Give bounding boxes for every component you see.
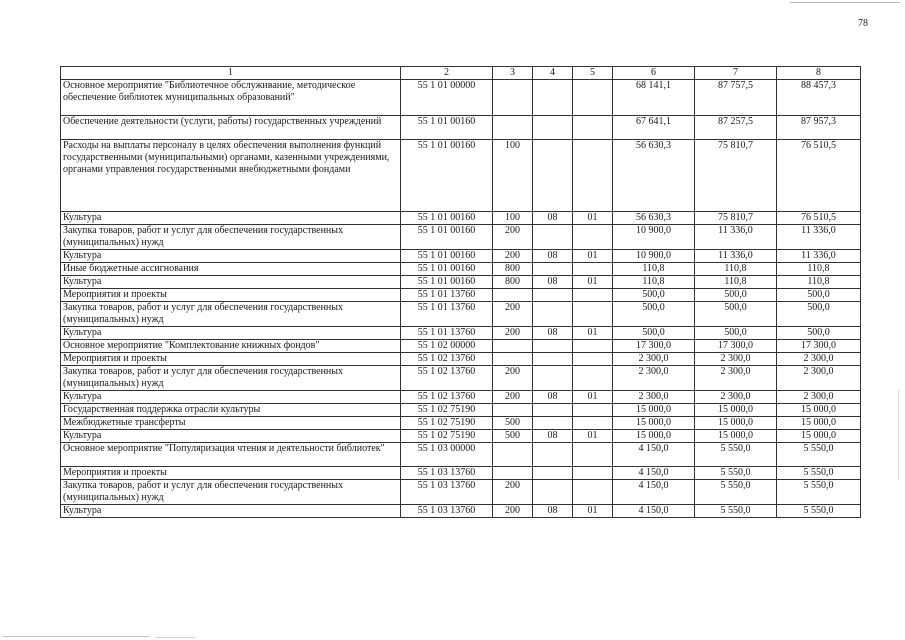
row-expense-type: 500 <box>493 417 533 430</box>
row-name: Основное мероприятие "Библиотечное обслуживание, методическое обеспечение библиотек муниципальных образований" <box>61 80 401 116</box>
row-expense-type: 500 <box>493 430 533 443</box>
row-amount-3: 76 510,5 <box>777 212 861 225</box>
page-number: 78 <box>858 18 868 29</box>
col-header-7: 7 <box>695 67 777 80</box>
row-name: Культура <box>61 212 401 225</box>
row-name: Закупка товаров, работ и услуг для обеспечения государственных (муниципальных) нужд <box>61 302 401 327</box>
col-header-5: 5 <box>573 67 613 80</box>
row-expense-type: 200 <box>493 302 533 327</box>
row-amount-1: 2 300,0 <box>613 366 695 391</box>
row-amount-2: 2 300,0 <box>695 353 777 366</box>
row-section <box>533 340 573 353</box>
row-subsection: 01 <box>573 430 613 443</box>
row-expense-type: 200 <box>493 391 533 404</box>
row-amount-2: 5 550,0 <box>695 505 777 518</box>
row-code: 55 1 02 75190 <box>401 404 493 417</box>
row-name: Межбюджетные трансферты <box>61 417 401 430</box>
row-amount-3: 76 510,5 <box>777 140 861 212</box>
row-section: 08 <box>533 327 573 340</box>
row-section: 08 <box>533 505 573 518</box>
row-section <box>533 417 573 430</box>
row-name: Культура <box>61 391 401 404</box>
row-name: Основное мероприятие "Популяризация чтения и деятельности библиотек" <box>61 443 401 467</box>
row-amount-1: 110,8 <box>613 263 695 276</box>
row-amount-1: 2 300,0 <box>613 391 695 404</box>
row-code: 55 1 01 00160 <box>401 276 493 289</box>
row-code: 55 1 01 00160 <box>401 212 493 225</box>
table-row <box>61 212 861 225</box>
row-amount-3: 5 550,0 <box>777 467 861 480</box>
row-expense-type <box>493 80 533 116</box>
row-name: Закупка товаров, работ и услуг для обеспечения государственных (муниципальных) нужд <box>61 366 401 391</box>
row-amount-1: 68 141,1 <box>613 80 695 116</box>
table-row <box>61 366 861 391</box>
row-expense-type <box>493 353 533 366</box>
row-name: Культура <box>61 250 401 263</box>
row-amount-1: 500,0 <box>613 289 695 302</box>
table-row <box>61 505 861 518</box>
row-amount-2: 11 336,0 <box>695 250 777 263</box>
row-section <box>533 289 573 302</box>
row-code: 55 1 01 00000 <box>401 80 493 116</box>
row-amount-1: 17 300,0 <box>613 340 695 353</box>
row-amount-3: 110,8 <box>777 276 861 289</box>
row-name: Государственная поддержка отрасли культуры <box>61 404 401 417</box>
row-code: 55 1 02 13760 <box>401 353 493 366</box>
row-amount-2: 2 300,0 <box>695 366 777 391</box>
table-row <box>61 263 861 276</box>
row-amount-1: 56 630,3 <box>613 140 695 212</box>
row-amount-2: 17 300,0 <box>695 340 777 353</box>
row-subsection <box>573 116 613 140</box>
row-section <box>533 80 573 116</box>
row-name: Закупка товаров, работ и услуг для обеспечения государственных (муниципальных) нужд <box>61 225 401 250</box>
row-section <box>533 480 573 505</box>
row-code: 55 1 01 13760 <box>401 327 493 340</box>
row-amount-3: 11 336,0 <box>777 225 861 250</box>
row-name: Мероприятия и проекты <box>61 289 401 302</box>
row-amount-3: 17 300,0 <box>777 340 861 353</box>
budget-table <box>60 66 861 518</box>
row-expense-type: 200 <box>493 250 533 263</box>
table-body <box>61 67 861 518</box>
table-row <box>61 417 861 430</box>
row-code: 55 1 03 00000 <box>401 443 493 467</box>
col-header-4: 4 <box>533 67 573 80</box>
row-subsection <box>573 467 613 480</box>
table-row <box>61 467 861 480</box>
row-amount-2: 87 257,5 <box>695 116 777 140</box>
row-code: 55 1 01 13760 <box>401 289 493 302</box>
row-amount-1: 4 150,0 <box>613 467 695 480</box>
row-amount-3: 87 957,3 <box>777 116 861 140</box>
row-name: Иные бюджетные ассигнования <box>61 263 401 276</box>
row-subsection: 01 <box>573 327 613 340</box>
row-expense-type <box>493 443 533 467</box>
row-subsection: 01 <box>573 391 613 404</box>
row-amount-3: 2 300,0 <box>777 366 861 391</box>
row-code: 55 1 02 75190 <box>401 417 493 430</box>
row-expense-type <box>493 289 533 302</box>
table-row <box>61 327 861 340</box>
row-name: Мероприятия и проекты <box>61 353 401 366</box>
row-amount-2: 15 000,0 <box>695 417 777 430</box>
row-amount-1: 10 900,0 <box>613 250 695 263</box>
row-amount-1: 56 630,3 <box>613 212 695 225</box>
header-row <box>61 67 861 80</box>
row-code: 55 1 01 00160 <box>401 250 493 263</box>
row-section <box>533 302 573 327</box>
scan-edge <box>898 390 899 480</box>
table-row <box>61 480 861 505</box>
row-amount-2: 5 550,0 <box>695 443 777 467</box>
row-subsection <box>573 80 613 116</box>
row-section <box>533 225 573 250</box>
row-expense-type: 200 <box>493 225 533 250</box>
col-header-6: 6 <box>613 67 695 80</box>
row-expense-type: 200 <box>493 366 533 391</box>
row-expense-type: 800 <box>493 263 533 276</box>
col-header-8: 8 <box>777 67 861 80</box>
row-amount-3: 500,0 <box>777 302 861 327</box>
table-row <box>61 225 861 250</box>
row-expense-type <box>493 404 533 417</box>
row-section <box>533 353 573 366</box>
row-amount-1: 15 000,0 <box>613 404 695 417</box>
row-amount-3: 110,8 <box>777 263 861 276</box>
row-section: 08 <box>533 250 573 263</box>
table-row <box>61 276 861 289</box>
row-amount-3: 500,0 <box>777 289 861 302</box>
row-expense-type <box>493 340 533 353</box>
row-amount-1: 15 000,0 <box>613 417 695 430</box>
row-section: 08 <box>533 430 573 443</box>
row-code: 55 1 01 00160 <box>401 116 493 140</box>
row-amount-1: 4 150,0 <box>613 505 695 518</box>
row-amount-1: 500,0 <box>613 327 695 340</box>
row-amount-1: 4 150,0 <box>613 480 695 505</box>
row-name: Расходы на выплаты персоналу в целях обеспечения выполнения функций государственными (муниципальными) органами, казенными учреждениями, органами управления государственными внебюджетными фондами <box>61 140 401 212</box>
row-name: Культура <box>61 505 401 518</box>
row-code: 55 1 02 13760 <box>401 366 493 391</box>
table-row <box>61 443 861 467</box>
table-row <box>61 80 861 116</box>
row-section <box>533 366 573 391</box>
table-row <box>61 250 861 263</box>
row-code: 55 1 01 13760 <box>401 302 493 327</box>
row-expense-type: 800 <box>493 276 533 289</box>
row-expense-type: 200 <box>493 327 533 340</box>
row-amount-1: 2 300,0 <box>613 353 695 366</box>
row-section <box>533 467 573 480</box>
row-amount-2: 500,0 <box>695 289 777 302</box>
bottom-rule <box>2 636 150 637</box>
row-subsection <box>573 289 613 302</box>
row-section <box>533 263 573 276</box>
row-name: Культура <box>61 430 401 443</box>
row-name: Культура <box>61 276 401 289</box>
row-expense-type: 200 <box>493 505 533 518</box>
table-row <box>61 289 861 302</box>
row-section: 08 <box>533 391 573 404</box>
row-subsection <box>573 340 613 353</box>
row-amount-2: 75 810,7 <box>695 212 777 225</box>
row-expense-type <box>493 116 533 140</box>
row-amount-2: 75 810,7 <box>695 140 777 212</box>
row-subsection <box>573 302 613 327</box>
row-code: 55 1 02 00000 <box>401 340 493 353</box>
row-amount-3: 11 336,0 <box>777 250 861 263</box>
table-row <box>61 430 861 443</box>
row-amount-2: 500,0 <box>695 302 777 327</box>
table-row <box>61 302 861 327</box>
row-subsection <box>573 140 613 212</box>
row-amount-3: 2 300,0 <box>777 391 861 404</box>
row-amount-3: 5 550,0 <box>777 505 861 518</box>
row-amount-3: 15 000,0 <box>777 417 861 430</box>
row-amount-2: 500,0 <box>695 327 777 340</box>
table-row <box>61 404 861 417</box>
row-subsection <box>573 263 613 276</box>
row-section <box>533 116 573 140</box>
table-row <box>61 353 861 366</box>
row-subsection <box>573 443 613 467</box>
row-amount-2: 110,8 <box>695 263 777 276</box>
row-amount-2: 15 000,0 <box>695 430 777 443</box>
row-section: 08 <box>533 212 573 225</box>
row-subsection <box>573 417 613 430</box>
row-code: 55 1 03 13760 <box>401 467 493 480</box>
row-amount-2: 15 000,0 <box>695 404 777 417</box>
top-rule <box>790 2 900 3</box>
row-amount-1: 67 641,1 <box>613 116 695 140</box>
row-code: 55 1 03 13760 <box>401 505 493 518</box>
table-row <box>61 340 861 353</box>
row-name: Закупка товаров, работ и услуг для обеспечения государственных (муниципальных) нужд <box>61 480 401 505</box>
row-amount-2: 87 757,5 <box>695 80 777 116</box>
row-expense-type: 100 <box>493 140 533 212</box>
row-subsection <box>573 353 613 366</box>
row-amount-2: 11 336,0 <box>695 225 777 250</box>
row-section <box>533 443 573 467</box>
row-amount-2: 5 550,0 <box>695 467 777 480</box>
col-header-3: 3 <box>493 67 533 80</box>
row-amount-2: 110,8 <box>695 276 777 289</box>
row-amount-3: 5 550,0 <box>777 480 861 505</box>
row-section: 08 <box>533 276 573 289</box>
row-amount-1: 15 000,0 <box>613 430 695 443</box>
row-subsection: 01 <box>573 505 613 518</box>
row-code: 55 1 01 00160 <box>401 225 493 250</box>
row-name: Культура <box>61 327 401 340</box>
table-row <box>61 391 861 404</box>
row-expense-type: 200 <box>493 480 533 505</box>
row-amount-3: 2 300,0 <box>777 353 861 366</box>
row-subsection <box>573 225 613 250</box>
row-subsection: 01 <box>573 276 613 289</box>
row-code: 55 1 01 00160 <box>401 263 493 276</box>
row-amount-1: 110,8 <box>613 276 695 289</box>
bottom-rule-short <box>155 637 195 638</box>
row-amount-3: 500,0 <box>777 327 861 340</box>
row-subsection <box>573 480 613 505</box>
row-expense-type <box>493 467 533 480</box>
col-header-2: 2 <box>401 67 493 80</box>
row-section <box>533 404 573 417</box>
row-expense-type: 100 <box>493 212 533 225</box>
row-subsection: 01 <box>573 212 613 225</box>
row-code: 55 1 01 00160 <box>401 140 493 212</box>
col-header-1: 1 <box>61 67 401 80</box>
table-row <box>61 140 861 212</box>
row-code: 55 1 02 13760 <box>401 391 493 404</box>
row-amount-3: 15 000,0 <box>777 404 861 417</box>
row-section <box>533 140 573 212</box>
row-subsection <box>573 366 613 391</box>
row-amount-3: 15 000,0 <box>777 430 861 443</box>
row-name: Мероприятия и проекты <box>61 467 401 480</box>
row-amount-3: 88 457,3 <box>777 80 861 116</box>
row-amount-1: 500,0 <box>613 302 695 327</box>
row-amount-1: 4 150,0 <box>613 443 695 467</box>
row-name: Обеспечение деятельности (услуги, работы) государственных учреждений <box>61 116 401 140</box>
row-subsection: 01 <box>573 250 613 263</box>
row-name: Основное мероприятие "Комплектование книжных фондов" <box>61 340 401 353</box>
row-amount-1: 10 900,0 <box>613 225 695 250</box>
row-subsection <box>573 404 613 417</box>
row-code: 55 1 02 75190 <box>401 430 493 443</box>
row-amount-2: 2 300,0 <box>695 391 777 404</box>
row-code: 55 1 03 13760 <box>401 480 493 505</box>
row-amount-2: 5 550,0 <box>695 480 777 505</box>
table-row <box>61 116 861 140</box>
row-amount-3: 5 550,0 <box>777 443 861 467</box>
